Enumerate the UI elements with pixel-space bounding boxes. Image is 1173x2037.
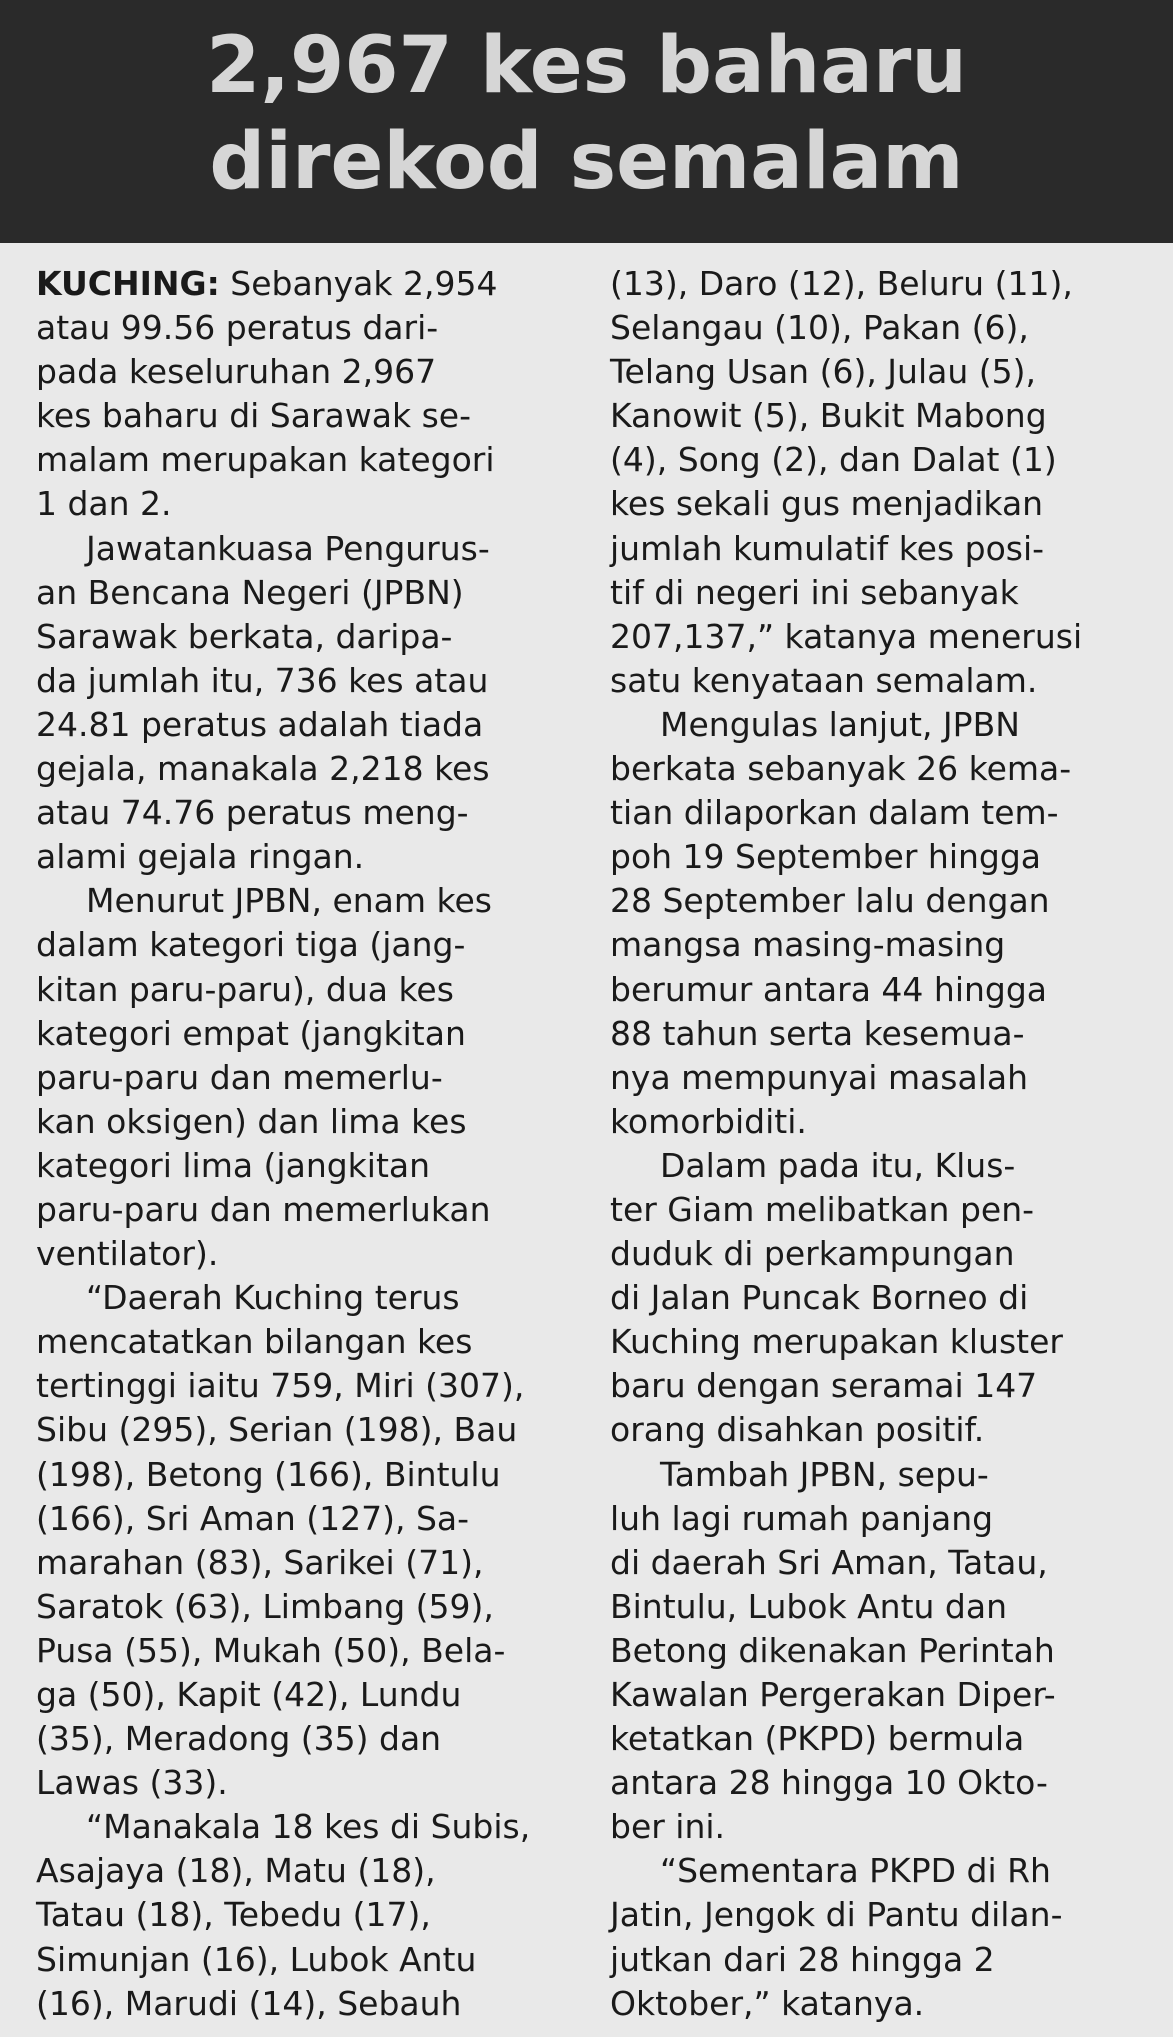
article-column-left <box>36 262 564 2026</box>
paragraph: Tambah JPBN, sepu- luh lagi rumah panjang di daerah Sri Aman, Tatau, Bintulu, Lubok Antu dan Betong dikenakan Perintah Kawalan Pergerakan Diper- ketatkan (PKPD) bermula antara 28 hingga 10 Okto- ber ini. <box>610 1454 1056 1847</box>
paragraph: “Sementara PKPD di Rh Jatin, Jengok di Pantu dilan- jutkan dari 28 hingga 2 Oktober,” katanya. <box>610 1851 1063 2023</box>
paragraph: “Manakala 18 kes di Subis, Asajaya (18), Matu (18), Tatau (18), Tebedu (17), Simunjan (16), Lubok Antu (16), Marudi (14), Sebauh <box>36 1807 531 2023</box>
headline <box>0 18 1173 210</box>
paragraph: “Daerah Kuching terus mencatatkan bilangan kes tertinggi iaitu 759, Miri (307), Sibu (295), Serian (198), Bau (198), Betong (166), Bintulu (166), Sri Aman (127), Sa- marahan (83), Sarikei (71), Saratok (63), Limbang (59), Pusa (55), Mukah (50), Bela- ga (50), Kapit (42), Lundu (35), Meradong (35) dan Lawas (33). <box>36 1278 525 1803</box>
paragraph: Mengulas lanjut, JPBN berkata sebanyak 26 kema- tian dilaporkan dalam tem- poh 19 September hingga 28 September lalu dengan mangsa masing-masing berumur antara 44 hingga 88 tahun serta kesemua- nya mempunyai masalah komorbiditi. <box>610 704 1072 1141</box>
headline-banner <box>0 0 1173 243</box>
paragraph-text: Sebanyak 2,954 atau 99.56 peratus dari- pada keseluruhan 2,967 kes baharu di Sarawak se- malam merupakan kategori 1 dan 2. <box>36 264 498 524</box>
dateline: KUCHING: <box>36 264 220 303</box>
paragraph: Jawatankuasa Pengurus- an Bencana Negeri (JPBN) Sarawak berkata, daripa- da jumlah itu, 736 kes atau 24.81 peratus adalah tiada gejala, manakala 2,218 kes atau 74.76 peratus meng- alami gejala ringan. <box>36 528 490 877</box>
paragraph: Menurut JPBN, enam kes dalam kategori tiga (jang- kitan paru-paru), dua kes kategori empat (jangkitan paru-paru dan memerlu- kan oksigen) dan lima kes kategori lima (jangkitan paru-paru dan memerlukan ventilator). <box>36 881 492 1274</box>
article-column-right <box>610 262 1140 2026</box>
paragraph: (13), Daro (12), Beluru (11), Selangau (10), Pakan (6), Telang Usan (6), Julau (5), Kanowit (5), Bukit Mabong (4), Song (2), dan Dalat (1) kes sekali gus menjadikan jumlah kumulatif kes posi- tif di negeri ini sebanyak 207,137,” katanya menerusi satu kenyataan semalam. <box>610 264 1083 700</box>
headline-line-2: direkod semalam <box>209 117 964 207</box>
paragraph: Dalam pada itu, Klus- ter Giam melibatkan pen- duduk di perkampungan di Jalan Puncak Borneo di Kuching merupakan kluster baru dengan seramai 147 orang disahkan positif. <box>610 1145 1063 1450</box>
headline-line-1: 2,967 kes baharu <box>206 21 967 111</box>
paragraph <box>36 262 564 527</box>
